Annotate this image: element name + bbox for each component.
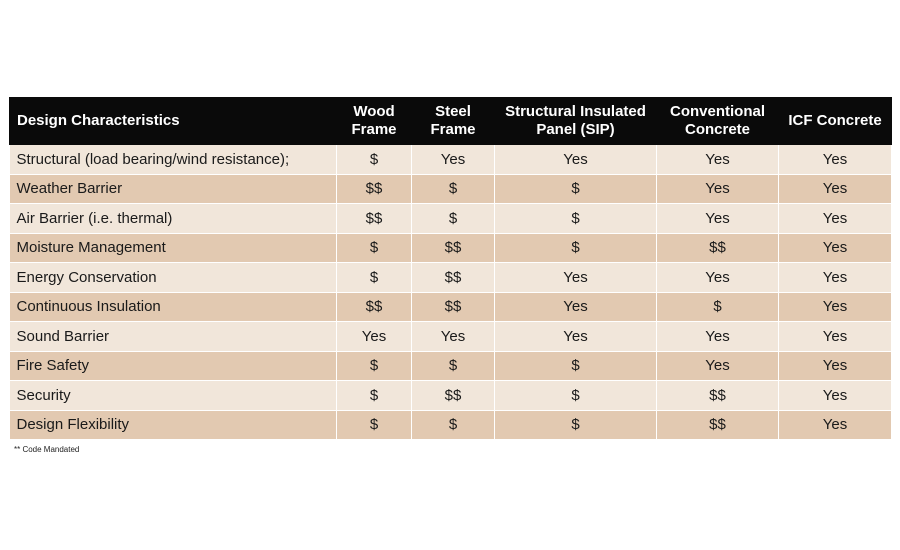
table-cell: $ <box>495 381 657 411</box>
table-cell: Yes <box>779 381 892 411</box>
table-cell: $$ <box>412 292 495 322</box>
table-row <box>10 233 892 263</box>
table-cell: Yes <box>495 322 657 352</box>
table-cell: Yes <box>779 204 892 234</box>
table-cell: $$ <box>337 292 412 322</box>
table-cell: Yes <box>779 145 892 175</box>
table-cell: $$ <box>412 381 495 411</box>
table-cell: Yes <box>779 263 892 293</box>
table-cell: $ <box>337 263 412 293</box>
table-cell: $$ <box>337 204 412 234</box>
table-cell: $$ <box>657 381 779 411</box>
row-label: Weather Barrier <box>10 174 337 204</box>
footnote: ** Code Mandated <box>14 445 80 454</box>
table-row <box>10 292 892 322</box>
table-cell: $$ <box>337 174 412 204</box>
column-header: Conventional Concrete <box>657 98 779 145</box>
table-row <box>10 174 892 204</box>
row-label: Security <box>10 381 337 411</box>
table-cell: Yes <box>779 410 892 440</box>
table-cell: $ <box>412 204 495 234</box>
table-cell: $ <box>495 233 657 263</box>
table-row <box>10 322 892 352</box>
table-cell: Yes <box>337 322 412 352</box>
column-header: Steel Frame <box>412 98 495 145</box>
column-header: Wood Frame <box>337 98 412 145</box>
table-cell: $ <box>337 410 412 440</box>
table-cell: $ <box>412 174 495 204</box>
comparison-table-container <box>9 97 891 440</box>
table-cell: $ <box>337 351 412 381</box>
row-label: Fire Safety <box>10 351 337 381</box>
row-label: Sound Barrier <box>10 322 337 352</box>
row-label: Design Flexibility <box>10 410 337 440</box>
table-cell: $$ <box>412 263 495 293</box>
row-label: Continuous Insulation <box>10 292 337 322</box>
table-cell: Yes <box>779 174 892 204</box>
table-row <box>10 381 892 411</box>
row-label: Structural (load bearing/wind resistance); <box>10 145 337 175</box>
table-row <box>10 263 892 293</box>
table-cell: Yes <box>495 263 657 293</box>
table-cell: Yes <box>495 292 657 322</box>
comparison-table <box>9 97 892 440</box>
column-header: Structural Insulated Panel (SIP) <box>495 98 657 145</box>
table-row <box>10 410 892 440</box>
row-label: Moisture Management <box>10 233 337 263</box>
table-cell: $ <box>337 381 412 411</box>
table-header-row <box>10 98 892 145</box>
table-body <box>10 145 892 440</box>
table-cell: $ <box>495 204 657 234</box>
row-label: Energy Conservation <box>10 263 337 293</box>
row-label: Air Barrier (i.e. thermal) <box>10 204 337 234</box>
table-cell: $ <box>412 351 495 381</box>
table-cell: Yes <box>657 204 779 234</box>
table-cell: Yes <box>657 263 779 293</box>
table-cell: $ <box>337 233 412 263</box>
table-row <box>10 351 892 381</box>
table-cell: Yes <box>657 322 779 352</box>
table-cell: $ <box>412 410 495 440</box>
table-cell: Yes <box>779 322 892 352</box>
table-cell: Yes <box>657 351 779 381</box>
table-cell: $ <box>657 292 779 322</box>
table-row <box>10 204 892 234</box>
table-row <box>10 145 892 175</box>
table-cell: Yes <box>779 351 892 381</box>
table-cell: $ <box>495 351 657 381</box>
column-header: ICF Concrete <box>779 98 892 145</box>
table-cell: $$ <box>412 233 495 263</box>
table-cell: $$ <box>657 233 779 263</box>
table-cell: $$ <box>657 410 779 440</box>
column-header: Design Characteristics <box>10 98 337 145</box>
table-cell: Yes <box>657 145 779 175</box>
table-cell: $ <box>337 145 412 175</box>
table-cell: Yes <box>779 292 892 322</box>
table-cell: $ <box>495 410 657 440</box>
table-cell: Yes <box>495 145 657 175</box>
table-cell: Yes <box>779 233 892 263</box>
table-cell: Yes <box>412 322 495 352</box>
table-cell: Yes <box>657 174 779 204</box>
table-cell: Yes <box>412 145 495 175</box>
table-cell: $ <box>495 174 657 204</box>
